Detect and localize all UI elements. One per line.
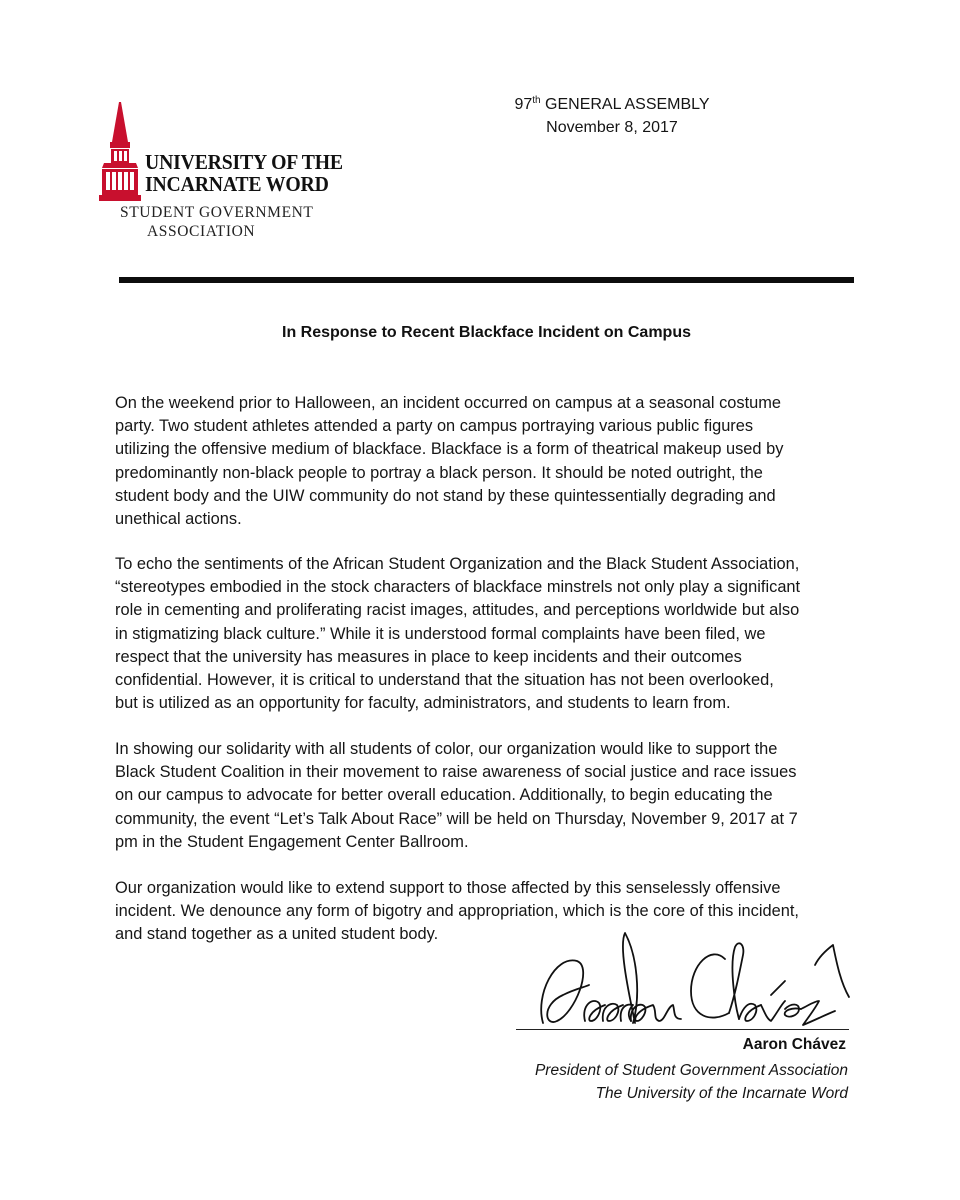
paragraph-line: pm in the Student Engagement Center Ballroom. [115,832,469,851]
assembly-header [497,93,727,139]
logo-sga-line-2: ASSOCIATION [147,223,256,240]
paragraph-line: On the weekend prior to Halloween, an incident occurred on campus at a seasonal costume [115,394,782,412]
paragraph-2 [115,553,860,715]
assembly-label: GENERAL ASSEMBLY [545,96,710,113]
paragraph-line: Our organization would like to extend support to those affected by this senselessly offensive [115,879,781,897]
paragraph-line: and stand together as a united student body. [115,925,439,944]
paragraph-3 [115,738,860,854]
letter-title: In Response to Recent Blackface Incident on Campus [282,324,691,341]
paragraph-line: unethical actions. [115,510,242,529]
letter-date: November 8, 2017 [546,119,678,136]
signature-line [516,1029,849,1030]
paragraph-line: predominantly non-black people to portray a black person. It should be noted outright, the [115,463,763,482]
assembly-number: 97 [514,96,533,113]
paragraph-line: In showing our solidarity with all students of color, our organization would like to support the [115,740,778,758]
paragraph-line: incident. We denounce any form of bigotry and appropriation, which is the core of this incident, [115,902,799,921]
logo-university-line-1: UNIVERSITY OF THE [145,150,343,174]
paragraph-line: on our campus to advocate for better overall education. Additionally, to begin educating the [115,786,773,805]
logo-sga-line-1: STUDENT GOVERNMENT [120,204,314,221]
assembly-suffix: th [532,95,541,106]
handwritten-signature [515,925,855,1035]
paragraph-1 [115,392,860,531]
paragraph-line: “stereotypes embodied in the stock characters of blackface minstrels not only play a significant [115,578,801,597]
paragraph-line: Black Student Coalition in their movement to raise awareness of social justice and race issues [115,763,797,782]
paragraph-line: community, the event “Let’s Talk About Race” will be held on Thursday, November 9, 2017 at 7 [115,809,798,828]
paragraph-line: confidential. However, it is critical to understand that the situation has not been overlooked, [115,671,774,690]
paragraph-line: but is utilized as an opportunity for faculty, administrators, and students to learn from. [115,694,731,713]
paragraph-line: utilizing the offensive medium of blackface. Blackface is a form of theatrical makeup used by [115,440,784,459]
signer-organization: The University of the Incarnate Word [595,1085,848,1102]
paragraph-line: student body and the UIW community do not stand by these quintessentially degrading and [115,486,776,505]
logo-university-line-2: INCARNATE WORD [145,172,329,196]
tower-icon [98,102,144,202]
uiw-sga-logo [98,102,368,252]
paragraph-line: in stigmatizing black culture.” While it is understood formal complaints have been filed, we [115,624,766,643]
header-divider [119,277,854,283]
paragraph-line: respect that the university has measures in place to keep incidents and their outcomes [115,647,742,666]
paragraph-line: party. Two student athletes attended a party on campus portraying various public figures [115,417,754,436]
signer-name: Aaron Chávez [742,1036,846,1053]
paragraph-line: To echo the sentiments of the African Student Organization and the Black Student Association, [115,555,800,573]
paragraph-line: role in cementing and proliferating racist images, attitudes, and perceptions worldwide but also [115,601,800,620]
signer-role: President of Student Government Association [534,1062,848,1079]
assembly-line [497,93,727,116]
signer-title-block [470,1059,848,1105]
